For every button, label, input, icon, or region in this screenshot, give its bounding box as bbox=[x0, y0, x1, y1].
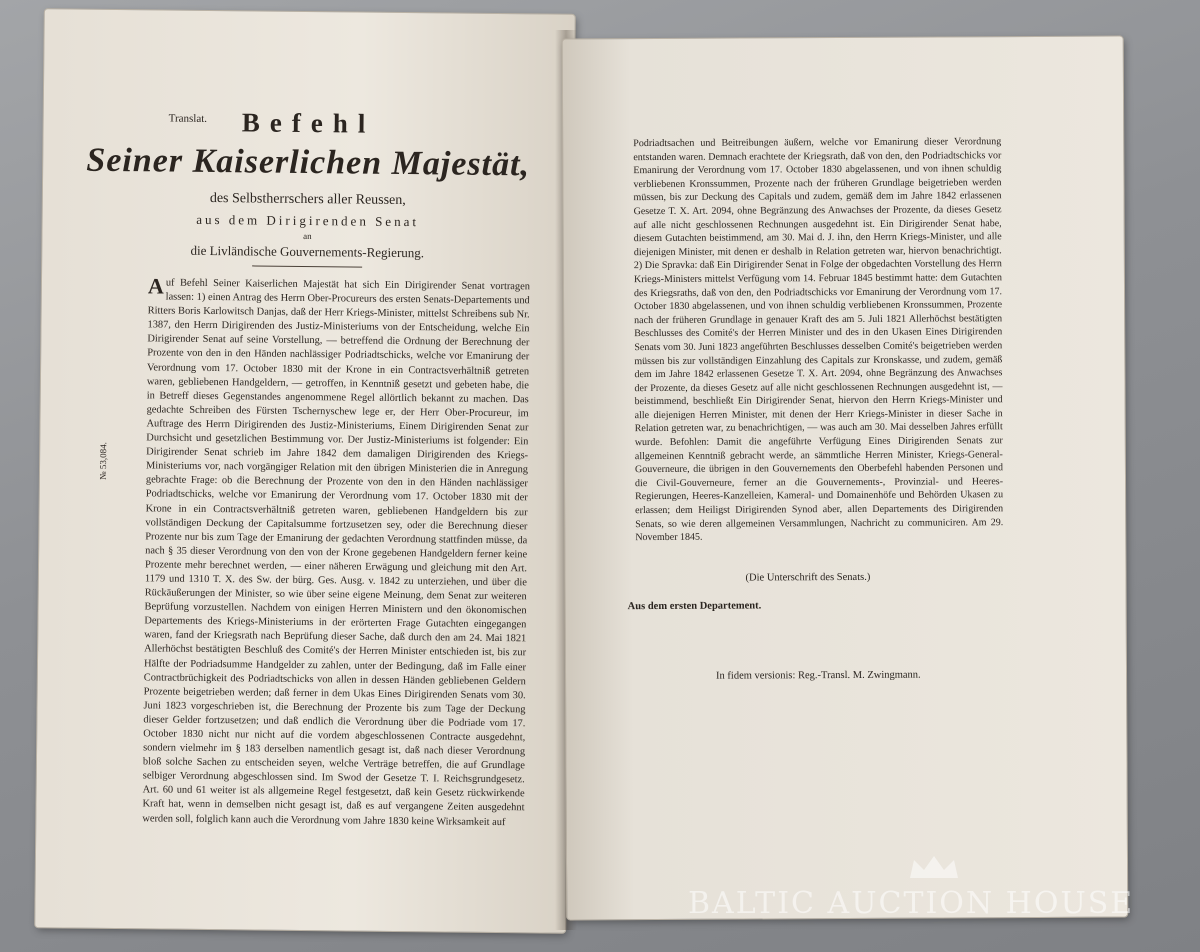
left-page bbox=[35, 9, 575, 932]
heading-befehl: Befehl bbox=[241, 107, 376, 139]
department-line: Aus dem ersten Departement. bbox=[627, 600, 762, 613]
crown-icon bbox=[906, 852, 962, 882]
heading-regierung: die Livländische Gouvernements-Regierung. bbox=[190, 242, 425, 261]
heading-majestaet: Seiner Kaiserlichen Majestät, bbox=[86, 141, 531, 184]
heading-divider bbox=[252, 265, 362, 267]
right-page bbox=[563, 37, 1128, 920]
heading-dirigirend: aus dem Dirigirenden Senat bbox=[196, 211, 420, 230]
heading-an: an bbox=[303, 230, 312, 242]
translat-label: Translat. bbox=[168, 112, 208, 125]
side-number: № 53,084. bbox=[97, 441, 109, 480]
translator-attestation: In fidem versionis: Reg.-Transl. M. Zwingmann. bbox=[716, 669, 921, 682]
heading-selbstherrscher: des Selbstherrschers aller Reussen, bbox=[209, 190, 406, 209]
left-body-text: Auf Befehl Seiner Kaiserlichen Majestät hat sich Ein Dirigirender Senat vortragen lassen: 1) einen Antrag des Herrn Ober-Procureurs des ersten Senats-Departements und Ritters Boris Karlowitsch Danjas, daß der Herr Kriegs-Minister, mittelst Schreibens sub Nr. 1387, den Herrn Dirigirenden des Justiz-Ministeriums von der Entscheidung, welche Ein Dirigirender Senat auf seine Vorstellung, — betreffend die Ordnung der Berechnung der Prozente von den in den Händen nachlässiger Podriadtschicks, welche vor Emanirung der Verordnung vom 17. October 1830 mit der Krone in ein Contractsverhältniß getreten waren, gebliebenen Handgeldern, — getroffen, in Kenntniß gesetzt und gebeten habe, die in Betreff dieses Gegenstandes angenommene Regel allörtlich bekannt zu machen. Das gedachte Schreiben des Fürsten Tschernyschew lege er, der Herr Ober-Procureur, im Auftrage des Herrn Dirigirenden des Justiz-Ministeriums, Einem Dirigirenden Senat zur Durchsicht und gesetzlichen Bestimmung vor. Der Justiz-Ministeriums ist folgender: Ein Dirigirender Senat schrieb im Jahre 1842 dem damaligen Dirigirenden des Kriegs-Ministeriums vor, nach vorgängiger Relation mit den übrigen Ministerien die in Anregung gebrachte Frage: ob die Berechnung der Prozente von den in den Händen nachlässiger Podriadtschicks, welche vor Emanirung der Verordnung vom 17. October 1830 mit der Krone in ein Contractsverhältniß getreten waren, gebliebenen Handgeldern bis zur vollständigen Deckung der Capitalsumme fortzusetzen sey, oder die Berechnung dieser Prozente nur bis zum Tage der Emanirung der gedachten Verordnung stattfinden müsse, da nach § 35 dieser Verordnung von den von der Krone gegebenen Handgeldern ferner keine Prozente mehr berechnet werden, — einer näheren Erwägung und gleichung mit den Art. 1179 und 1310 T. X. des Sw. der bürg. Ges. Ausg. v. 1842 zu unterziehen, und über die Rückäußerungen der Minister, so wie über seine eigene Meinung, dem Senat zur weiteren Beprüfung vorzustellen. Nachdem von einigen Herren Ministern und den ökonomischen Departements des Kriegs-Ministeriums in der erörterten Frage Gutachten eingegangen waren, fand der Kriegsrath nach Beprüfung dieser Sache, daß durch den am 24. Mai 1821 Allerhöchst bestätigten Beschluß des Comité's der Herren Minister entschieden ist, bis zur Hälfte der Podriadsumme Handgelder zu zahlen, unter der Bedingung, daß im Falle einer Contractbrüchigkeit des Podriadtschicks von allen in dessen Händen gebliebenen Geldern Prozente beigetrieben werden; daß ferner in dem Ukas Eines Dirigirenden Senats vom 30. Juni 1823 vorgeschrieben ist, die Berechnung der Prozente bis zum Tage der Deckung dieser Gelder fortzusetzen; und daß endlich die Verordnung über die Podriade vom 17. October 1830 nicht nur nicht auf die vordem abgeschlossenen Contracte ausgedehnt, sondern vielmehr im § 183 derselben namentlich gesagt ist, daß nach dieser Verordnung bloß solche Sachen zu entscheiden seyen, welche Verträge betreffen, die auf Grundlage selbiger Verordnung abgeschlossen sind. Im Swod der Gesetze T. I. Reichsgrundgesetz. Art. 60 und 61 weiter ist als allgemeine Regel festgesetzt, daß kein Gesetz rückwirkende Kraft hat, wenn in demselben nicht gesagt ist, daß es auf vergangene Zeiten ausgedehnt werden soll, folglich kann auch die Verordnung vom Jahre 1830 keine Wirksamkeit auf bbox=[142, 273, 530, 828]
watermark: BALTIC AUCTION HOUSE bbox=[688, 886, 1135, 921]
signature-note: (Die Unterschrift des Senats.) bbox=[745, 571, 871, 584]
right-body-text: Podriadtsachen und Beitreibungen äußern, welche vor Emanirung dieser Verordnung entstanden waren. Demnach erachtete der Kriegsrath, daß von den, den Podriadtschicks vor Emanirung der Verordnung vom 17. October 1830 abgelassenen, und von ihnen schuldig verbliebenen Kronssummen, Prozente nach der früheren Grundlage beigetrieben werden müssen, bis zur Deckung des Capitals und zudem, gemäß dem im Jahre 1842 erlassenen Gesetze T. X. Art. 2094, ohne Begränzung des Anwachses der Prozente, da dieses Gesetz auf alle nicht geschlossenen Rechnungen ausgedehnt ist. Ein Dirigirender Senat habe, diesem Gutachten beistimmend, am 30. Mai d. J. ihn, den Herrn Kriegs-Minister, und alle diejenigen Minister, mit denen er deshalb in Relation getreten war, hiervon benachrichtigt. 2) Die Spravka: daß Ein Dirigirender Senat in Folge der obgedachten Vorstellung des Herrn Kriegs-Ministers mittelst Verfügung vom 14. Februar 1845 bestimmt hatte: dem Gutachten des Kriegsraths, daß von den, den Podriadtschicks vor Emanirung der Verordnung vom 17. October 1830 abgelassenen, und von ihnen schuldig verbliebenen Kronssummen, Prozente nach der früheren Grundlage in genauer Kraft des am 5. Juli 1821 Allerhöchst bestätigten Beschlusses des Comité's der Herren Minister und des in den Ukasen Eines Dirigirenden Senats vom 30. Juni 1823 angeführten Beschlusses desselben Comité's beigetrieben werden müssen bis zur vollständigen Einzahlung des Capitals zur Kronskasse, und zudem, gemäß dem im Jahre 1842 erlassenen Gesetze T. X. Art. 2094, ohne Begränzung des Anwachses der Prozente, da dieses Gesetz auf alle nicht geschlossenen Rechnungen ausgedehnt ist, — beistimmend, beschließt Ein Dirigirender Senat, hiervon den Herrn Kriegs-Minister und alle diejenigen Herren Minister, mit denen der Herr Kriegs-Minister in dieser Sache in Relation getreten war, zu benachrichtigen, — was auch am 30. Mai desselben Jahres erfüllt wurde. Befohlen: Damit die angeführte Verfügung Eines Dirigirenden Senats zur allgemeinen Kenntniß gebracht werde, an sämmtliche Herren Minister, Kriegs-General-Gouverneure, die übrigen in den Gouvernements den Oberbefehl habenden Personen und die Civil-Gouverneure, ferner an die Gouvernements-, Provinzial- und Heeres-Regierungen, Heeres-Kanzelleien, Kameral- und Domainenhöfe und Behörden Ukasen zu erlassen; dem Heiligst Dirigirenden Synod aber, allen Departements des Dirigirenden Senats, so wie deren allgemeinen Versammlungen, Nachricht zu communiciren. Am 29. November 1845. bbox=[633, 136, 1004, 544]
